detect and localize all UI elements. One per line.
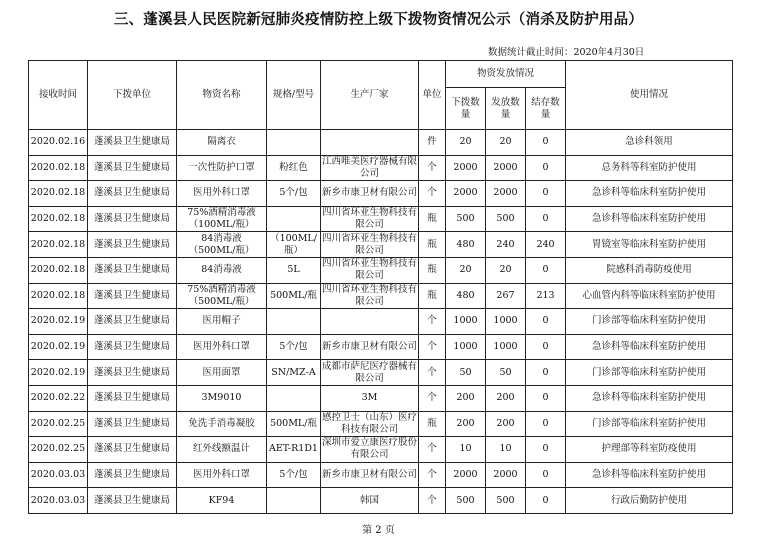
cell-date: 2020.03.03 [29,462,88,488]
cell-manufacturer: 3M [321,385,419,411]
cell-stock-qty: 0 [526,334,566,360]
cell-issued-qty: 1000 [486,309,526,335]
cell-allocated-qty: 500 [446,206,486,232]
cell-date: 2020.03.03 [29,488,88,514]
cell-measure-unit: 个 [419,462,446,488]
cell-measure-unit: 瓶 [419,283,446,309]
table-row [29,181,733,207]
cell-item-name: 医用外科口罩 [177,462,267,488]
table-row [29,206,733,232]
cell-usage: 急诊科领用 [566,130,733,156]
cell-usage: 急诊科等临床科室防护使用 [566,181,733,207]
cell-date: 2020.02.22 [29,385,88,411]
cell-measure-unit: 件 [419,130,446,156]
cell-unit: 蓬溪县卫生健康局 [88,181,177,207]
cell-manufacturer: 四川省环亚生物科技有限公司 [322,207,418,231]
table-row [29,155,733,181]
cell-unit: 蓬溪县卫生健康局 [88,283,177,309]
cell-allocated-qty: 10 [446,437,486,463]
cell-item-name: 医用外科口罩 [177,334,267,360]
cell-usage: 急诊科等临床科室防护使用 [566,206,733,232]
cell-spec: 5个/包 [267,462,321,488]
cell-manufacturer [321,130,419,156]
cell-stock-qty: 0 [526,360,566,386]
cell-spec: AET-R1D1 [267,437,321,463]
cell-measure-unit: 个 [419,437,446,463]
cell-date: 2020.02.16 [29,130,88,156]
cell-allocated-qty: 20 [446,130,486,156]
cell-usage: 急诊科等临床科室防护使用 [566,385,733,411]
cell-measure-unit: 瓶 [419,232,446,258]
cell-manufacturer: 新乡市康卫材有限公司 [321,462,419,488]
cell-allocated-qty: 200 [446,411,486,437]
cell-spec [267,130,321,156]
cell-issued-qty: 500 [486,488,526,514]
page-title: 三、蓬溪县人民医院新冠肺炎疫情防控上级下拨物资情况公示（消杀及防护用品） [113,12,644,28]
cell-manufacturer: 四川省环亚生物科技有限公司 [322,232,418,256]
cell-item-name: 医用面罩 [177,360,267,386]
cell-date: 2020.02.18 [29,155,88,181]
cell-unit: 蓬溪县卫生健康局 [88,334,177,360]
cell-unit: 蓬溪县卫生健康局 [88,437,177,463]
cell-stock-qty: 0 [526,206,566,232]
cell-measure-unit: 个 [419,488,446,514]
cell-usage: 门诊部等临床科室防护使用 [566,360,733,386]
cell-issued-qty: 200 [486,411,526,437]
header-stock-qty: 结存数量 [526,88,566,130]
cell-allocated-qty: 2000 [446,181,486,207]
table-row [29,130,733,156]
cell-usage: 护理部等科室防疫使用 [566,437,733,463]
cell-date: 2020.02.18 [29,257,88,283]
cell-measure-unit: 个 [419,155,446,181]
cell-manufacturer: 深圳市爱立康医疗股份有限公司 [322,437,418,461]
cell-stock-qty: 0 [526,130,566,156]
cell-issued-qty: 500 [486,206,526,232]
cell-unit: 蓬溪县卫生健康局 [88,232,177,258]
supplies-table [28,60,733,514]
cell-spec: 5个/包 [267,334,321,360]
cell-usage: 总务科等科室防护使用 [566,155,733,181]
cell-allocated-qty: 200 [446,385,486,411]
cell-allocated-qty: 20 [446,257,486,283]
cell-usage: 胃镜室等临床科室防护使用 [566,232,733,258]
header-date: 接收时间 [29,61,88,130]
cell-issued-qty: 20 [486,130,526,156]
cell-item-name: 75%酒精消毒液（100ML/瓶） [177,206,267,232]
cell-item-name: 免洗手消毒凝胶 [177,411,267,437]
cell-usage: 门诊部等临床科室防护使用 [566,309,733,335]
table-row [29,360,733,386]
cell-issued-qty: 267 [486,283,526,309]
header-spec: 规格/型号 [267,61,321,130]
cell-spec [267,309,321,335]
cell-date: 2020.02.19 [29,309,88,335]
table-row [29,232,733,258]
cell-issued-qty: 1000 [486,334,526,360]
cell-stock-qty: 0 [526,155,566,181]
cell-stock-qty: 0 [526,257,566,283]
cell-spec: 5个/包 [267,181,321,207]
cell-measure-unit: 个 [419,385,446,411]
cell-allocated-qty: 50 [446,360,486,386]
cell-manufacturer [321,309,419,335]
cell-unit: 蓬溪县卫生健康局 [88,360,177,386]
cell-stock-qty: 0 [526,437,566,463]
header-usage: 使用情况 [566,61,733,130]
cell-issued-qty: 50 [486,360,526,386]
cell-spec: 5L [267,257,321,283]
cell-issued-qty: 200 [486,385,526,411]
cell-stock-qty: 0 [526,385,566,411]
cell-date: 2020.02.19 [29,334,88,360]
cell-usage: 门诊部等临床科室防护使用 [566,411,733,437]
cell-unit: 蓬溪县卫生健康局 [88,385,177,411]
cell-date: 2020.02.25 [29,437,88,463]
cell-spec [267,488,321,514]
cell-measure-unit: 瓶 [419,257,446,283]
cell-item-name: 医用帽子 [177,309,267,335]
cell-stock-qty: 240 [526,232,566,258]
cell-unit: 蓬溪县卫生健康局 [88,257,177,283]
cell-allocated-qty: 480 [446,232,486,258]
cell-stock-qty: 0 [526,181,566,207]
cell-measure-unit: 个 [419,309,446,335]
header-unit: 下拨单位 [88,61,177,130]
cell-manufacturer: 成都市萨尼医疗器械有限公司 [322,360,418,384]
header-row-top [29,61,733,88]
cell-issued-qty: 10 [486,437,526,463]
cell-stock-qty: 0 [526,411,566,437]
header-allocated-qty: 下拨数量 [446,88,486,130]
cell-allocated-qty: 500 [446,488,486,514]
cell-unit: 蓬溪县卫生健康局 [88,488,177,514]
cell-stock-qty: 0 [526,462,566,488]
cell-item-name: 一次性防护口罩 [177,155,267,181]
cell-measure-unit: 个 [419,360,446,386]
cell-issued-qty: 2000 [486,462,526,488]
cell-usage: 急诊科等临床科室防护使用 [566,462,733,488]
table-row [29,283,733,309]
cell-spec: 粉红色 [267,155,321,181]
table-row [29,462,733,488]
cell-issued-qty: 20 [486,257,526,283]
cell-usage: 急诊科等临床科室防护使用 [566,334,733,360]
cell-usage: 院感科消毒防疫使用 [566,257,733,283]
cell-spec [267,385,321,411]
cell-stock-qty: 213 [526,283,566,309]
cell-spec [267,206,321,232]
cell-issued-qty: 2000 [486,155,526,181]
cell-allocated-qty: 480 [446,283,486,309]
cell-date: 2020.02.25 [29,411,88,437]
cell-manufacturer: 江西唯美医疗器械有限公司 [322,155,418,179]
cell-item-name: 75%酒精消毒液（500ML/瓶） [177,283,267,309]
cell-item-name: 84消毒液（500ML/瓶） [177,232,267,258]
table-row [29,385,733,411]
cell-unit: 蓬溪县卫生健康局 [88,130,177,156]
cell-spec: SN/MZ-A [267,360,321,386]
cell-manufacturer: 四川省环亚生物科技有限公司 [322,283,418,307]
cell-manufacturer: 新乡市康卫材有限公司 [321,181,419,207]
header-item-name: 物资名称 [177,61,267,130]
cell-measure-unit: 瓶 [419,206,446,232]
cell-date: 2020.02.18 [29,206,88,232]
cell-item-name: 医用外科口罩 [177,181,267,207]
cell-date: 2020.02.18 [29,232,88,258]
data-cutoff-note: 数据统计截止时间：2020年4月30日 [488,47,645,58]
cell-stock-qty: 0 [526,309,566,335]
cell-date: 2020.02.18 [29,181,88,207]
header-manufacturer: 生产厂家 [321,61,419,130]
cell-allocated-qty: 1000 [446,334,486,360]
cell-item-name: 3M9010 [177,385,267,411]
cell-item-name: 84消毒液 [177,257,267,283]
table-row [29,334,733,360]
table-row [29,309,733,335]
table-row [29,437,733,463]
cell-unit: 蓬溪县卫生健康局 [88,206,177,232]
cell-item-name: 红外线额温计 [177,437,267,463]
cell-allocated-qty: 2000 [446,155,486,181]
table-row [29,411,733,437]
table-row [29,257,733,283]
header-issued-qty: 发放数量 [486,88,526,130]
cell-measure-unit: 个 [419,334,446,360]
cell-spec: （100ML/瓶） [267,232,321,258]
table-row [29,488,733,514]
cell-usage: 心血管内科等临床科室防护使用 [566,283,733,309]
cell-stock-qty: 0 [526,488,566,514]
header-measure-unit: 单位 [419,61,446,130]
cell-item-name: 隔离衣 [177,130,267,156]
cell-issued-qty: 240 [486,232,526,258]
cell-unit: 蓬溪县卫生健康局 [88,411,177,437]
cell-spec: 500ML/瓶 [267,283,321,309]
cell-spec: 500ML/瓶 [267,411,321,437]
header-distribution-group: 物资发放情况 [446,61,566,88]
cell-allocated-qty: 1000 [446,309,486,335]
cell-unit: 蓬溪县卫生健康局 [88,462,177,488]
cell-measure-unit: 瓶 [419,411,446,437]
page-number: 第 2 页 [362,525,395,536]
cell-allocated-qty: 2000 [446,462,486,488]
cell-item-name: KF94 [177,488,267,514]
cell-manufacturer: 感控卫士（山东）医疗科技有限公司 [322,411,418,435]
cell-date: 2020.02.19 [29,360,88,386]
cell-measure-unit: 个 [419,181,446,207]
cell-unit: 蓬溪县卫生健康局 [88,155,177,181]
cell-manufacturer: 四川省环亚生物科技有限公司 [322,258,418,282]
cell-issued-qty: 2000 [486,181,526,207]
cell-usage: 行政后勤防护使用 [566,488,733,514]
cell-unit: 蓬溪县卫生健康局 [88,309,177,335]
cell-date: 2020.02.18 [29,283,88,309]
cell-manufacturer: 韩国 [321,488,419,514]
cell-manufacturer: 新乡市康卫材有限公司 [321,334,419,360]
